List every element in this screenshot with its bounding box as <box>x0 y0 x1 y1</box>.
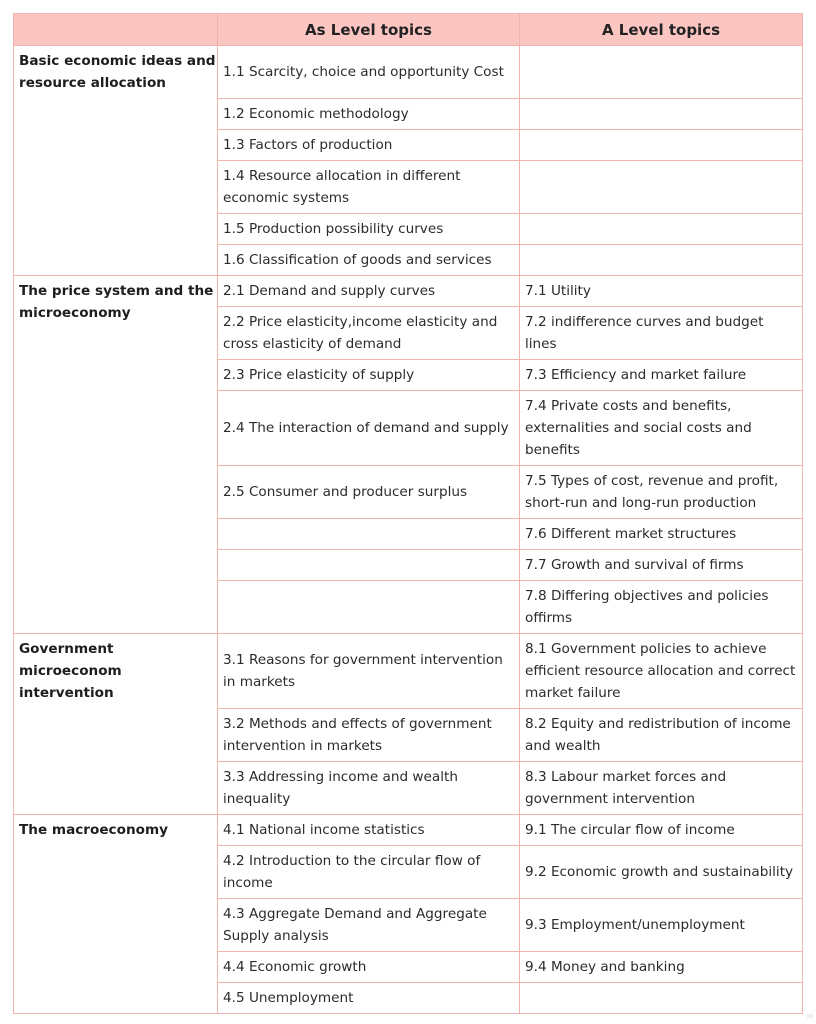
a-topic-cell: 7.3 Efficiency and market failure <box>520 360 803 391</box>
table-row <box>14 815 803 846</box>
section-title-macroeconomy: The macroeconomy <box>14 815 218 1014</box>
syllabus-table <box>13 13 803 1014</box>
a-topic-cell: 9.1 The circular flow of income <box>520 815 803 846</box>
header-as-level: As Level topics <box>218 14 520 46</box>
as-topic-cell: 1.4 Resource allocation in different economic systems <box>218 161 520 214</box>
a-topic-cell: 9.3 Employment/unemployment <box>520 899 803 952</box>
a-topic-cell: 8.2 Equity and redistribution of income and wealth <box>520 709 803 762</box>
as-topic-cell: 1.3 Factors of production <box>218 130 520 161</box>
a-topic-cell: 8.3 Labour market forces and government intervention <box>520 762 803 815</box>
header-section <box>14 14 218 46</box>
as-topic-cell <box>218 581 520 634</box>
as-topic-cell: 4.2 Introduction to the circular flow of income <box>218 846 520 899</box>
as-topic-cell: 2.2 Price elasticity,income elasticity and cross elasticity of demand <box>218 307 520 360</box>
a-topic-cell: 8.1 Government policies to achieve efficient resource allocation and correct market failure <box>520 634 803 709</box>
as-topic-cell: 1.1 Scarcity, choice and opportunity Cost <box>218 46 520 99</box>
a-topic-cell <box>520 161 803 214</box>
as-topic-cell: 2.4 The interaction of demand and supply <box>218 391 520 466</box>
header-row <box>14 14 803 46</box>
a-topic-cell <box>520 214 803 245</box>
a-topic-cell <box>520 99 803 130</box>
section-title-basic-economic-ideas: Basic economic ideas and resource allocation <box>14 46 218 276</box>
section-title-price-system: The price system and the microeconomy <box>14 276 218 634</box>
a-topic-cell: 7.8 Differing objectives and policies offirms <box>520 581 803 634</box>
as-topic-cell: 1.6 Classification of goods and services <box>218 245 520 276</box>
a-topic-cell: 7.4 Private costs and benefits, externalities and social costs and benefits <box>520 391 803 466</box>
as-topic-cell: 1.2 Economic methodology <box>218 99 520 130</box>
header-a-level: A Level topics <box>520 14 803 46</box>
table-row <box>14 634 803 709</box>
a-topic-cell <box>520 983 803 1014</box>
as-topic-cell <box>218 519 520 550</box>
table-row <box>14 276 803 307</box>
a-topic-cell <box>520 130 803 161</box>
as-topic-cell: 2.1 Demand and supply curves <box>218 276 520 307</box>
a-topic-cell: 7.7 Growth and survival of firms <box>520 550 803 581</box>
as-topic-cell: 4.3 Aggregate Demand and Aggregate Supply analysis <box>218 899 520 952</box>
as-topic-cell: 3.2 Methods and effects of government intervention in markets <box>218 709 520 762</box>
as-topic-cell: 3.3 Addressing income and wealth inequality <box>218 762 520 815</box>
a-topic-cell: 7.6 Different market structures <box>520 519 803 550</box>
as-topic-cell: 1.5 Production possibility curves <box>218 214 520 245</box>
a-topic-cell: 9.2 Economic growth and sustainability <box>520 846 803 899</box>
section-title-government-intervention: Government microeconom intervention <box>14 634 218 815</box>
as-topic-cell: 3.1 Reasons for government intervention in markets <box>218 634 520 709</box>
as-topic-cell: 4.1 National income statistics <box>218 815 520 846</box>
a-topic-cell: 7.2 indifference curves and budget lines <box>520 307 803 360</box>
as-topic-cell: 4.5 Unemployment <box>218 983 520 1014</box>
a-topic-cell <box>520 46 803 99</box>
as-topic-cell <box>218 550 520 581</box>
table-row <box>14 46 803 99</box>
a-topic-cell: 7.1 Utility <box>520 276 803 307</box>
a-topic-cell: 7.5 Types of cost, revenue and profit, short-run and long-run production <box>520 466 803 519</box>
as-topic-cell: 2.5 Consumer and producer surplus <box>218 466 520 519</box>
table-body <box>14 46 803 1014</box>
a-topic-cell: 9.4 Money and banking <box>520 952 803 983</box>
as-topic-cell: 2.3 Price elasticity of supply <box>218 360 520 391</box>
a-topic-cell <box>520 245 803 276</box>
as-topic-cell: 4.4 Economic growth <box>218 952 520 983</box>
scan-artifact <box>807 1014 813 1018</box>
